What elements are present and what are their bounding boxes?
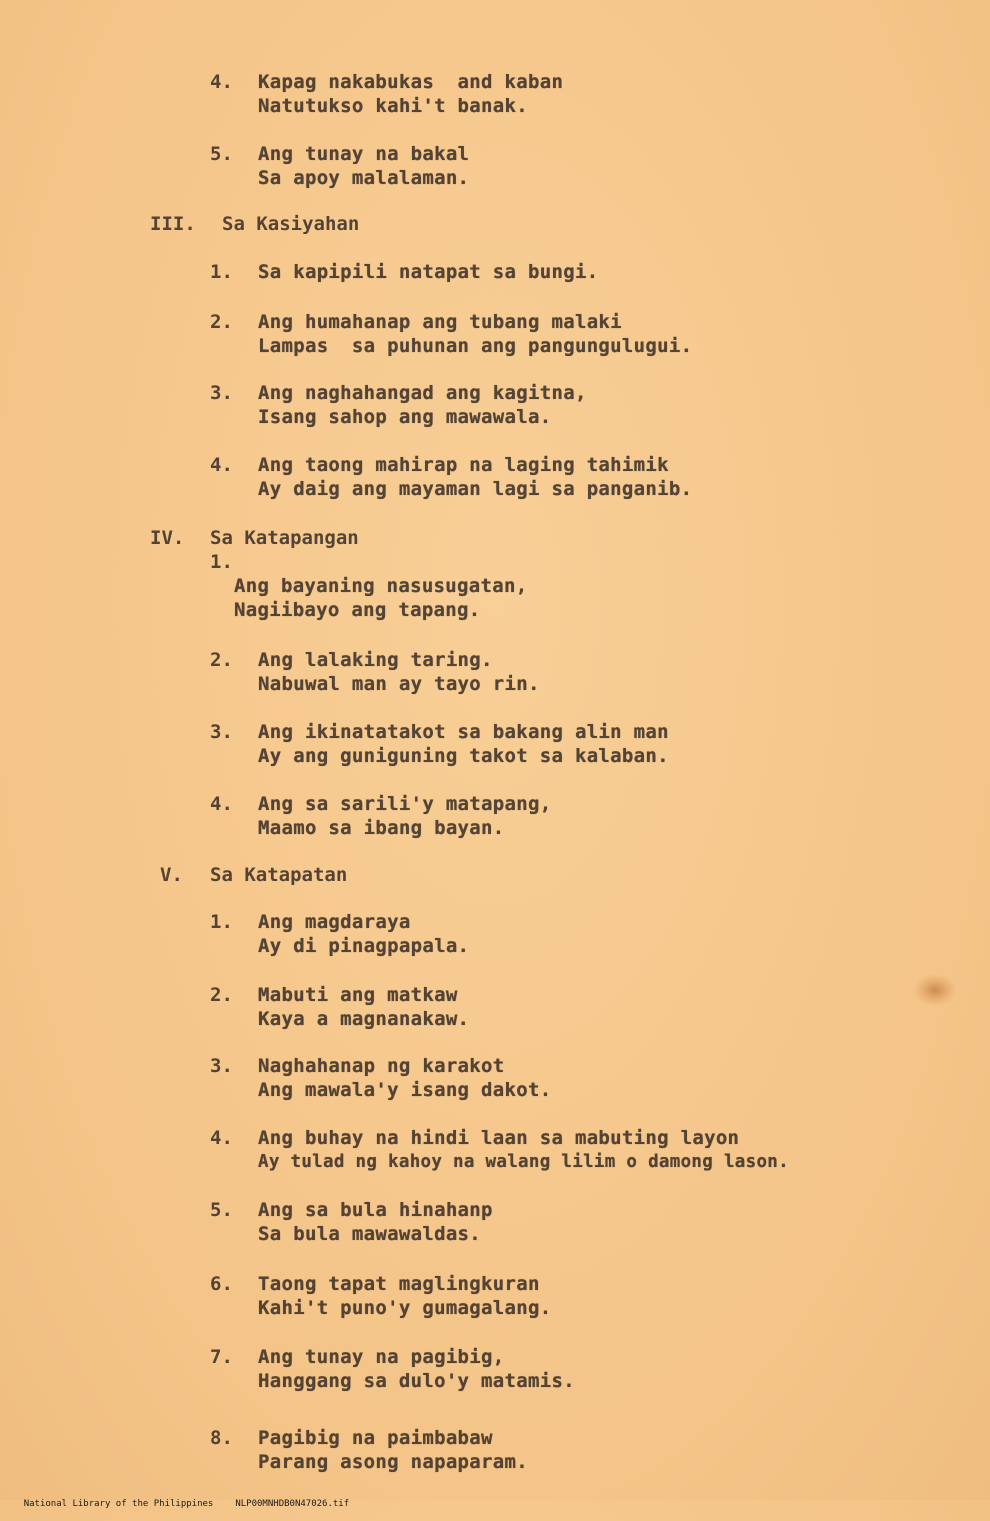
proverb-line: Ay di pinagpapala.: [258, 935, 470, 957]
proverb-line: Nabuwal man ay tayo rin.: [258, 673, 540, 695]
item-number: 1.: [210, 551, 233, 573]
item-number: 6.: [210, 1273, 233, 1295]
item-number: 3.: [210, 1055, 233, 1077]
proverb-line: Ang lalaking taring.: [258, 649, 493, 671]
item-number: 2.: [210, 984, 233, 1006]
proverb-line: Ang naghahangad ang kagitna,: [258, 382, 587, 404]
item-number: 2.: [210, 649, 233, 671]
proverb-line: Naghahanap ng karakot: [258, 1055, 505, 1077]
section-title: Sa Katapangan: [210, 527, 359, 549]
proverb-line: Maamo sa ibang bayan.: [258, 817, 505, 839]
proverb-line: Ang magdaraya: [258, 911, 411, 933]
item-number: 4.: [210, 454, 233, 476]
proverb-line: Nagiibayo ang tapang.: [234, 599, 481, 621]
proverb-line: Kahi't puno'y gumagalang.: [258, 1297, 552, 1319]
proverb-line: Sa kapipili natapat sa bungi.: [258, 261, 599, 283]
proverb-line: Sa apoy malalaman.: [258, 167, 470, 189]
item-number: 7.: [210, 1346, 233, 1368]
proverb-line: Sa bula mawawaldas.: [258, 1223, 482, 1245]
item-number: 1.: [210, 911, 233, 933]
proverb-line: Ang mawala'y isang dakot.: [258, 1079, 552, 1101]
paper-stain: [915, 975, 955, 1005]
item-number: 1.: [210, 261, 233, 283]
item-number: 3.: [210, 382, 233, 404]
archive-footer: [2, 1488, 371, 1521]
proverb-line: Ang tunay na pagibig,: [258, 1346, 505, 1368]
proverb-line: Ay daig ang mayaman lagi sa panganib.: [258, 478, 693, 500]
item-number: 3.: [210, 721, 233, 743]
proverb-line: Ay ang guniguning takot sa kalaban.: [258, 745, 669, 767]
proverb-line: Ang buhay na hindi laan sa mabuting layon: [258, 1127, 740, 1149]
item-number: 2.: [210, 311, 233, 333]
section-numeral: IV.: [150, 527, 185, 549]
item-number: 4.: [210, 71, 233, 93]
proverb-line: Ang sa bula hinahanp: [258, 1199, 493, 1221]
item-number: 5.: [210, 143, 233, 165]
proverb-line: Ang tunay na bakal: [258, 143, 470, 165]
section-title: Sa Katapatan: [210, 864, 348, 886]
footer-library: National Library of the Philippines: [23, 1499, 214, 1509]
proverb-line: Ang sa sarili'y matapang,: [258, 793, 552, 815]
proverb-line: Hanggang sa dulo'y matamis.: [258, 1370, 575, 1392]
proverb-line: Ang bayaning nasusugatan,: [234, 575, 528, 597]
proverb-line: Ay tulad ng kahoy na walang lilim o damong lason.: [258, 1152, 789, 1172]
section-numeral: V.: [160, 864, 183, 886]
item-number: 8.: [210, 1427, 233, 1449]
proverb-line: Ang taong mahirap na laging tahimik: [258, 454, 669, 476]
item-number: 4.: [210, 1127, 233, 1149]
proverb-line: Ang ikinatatakot sa bakang alin man: [258, 721, 669, 743]
section-title: Sa Kasiyahan: [222, 213, 360, 235]
proverb-line: Isang sahop ang mawawala.: [258, 406, 552, 428]
item-number: 4.: [210, 793, 233, 815]
proverb-line: Lampas sa puhunan ang pangungulugui.: [258, 335, 693, 357]
proverb-line: Kapag nakabukas and kaban: [258, 71, 564, 93]
section-numeral: III.: [150, 213, 196, 235]
footer-file-id: NLP00MNHDB0N47026.tif: [235, 1499, 350, 1509]
proverb-line: Natutukso kahi't banak.: [258, 95, 528, 117]
proverb-line: Kaya a magnanakaw.: [258, 1008, 470, 1030]
proverb-line: Mabuti ang matkaw: [258, 984, 458, 1006]
proverb-line: Taong tapat maglingkuran: [258, 1273, 540, 1295]
item-number: 5.: [210, 1199, 233, 1221]
proverb-line: Parang asong napaparam.: [258, 1451, 528, 1473]
proverb-line: Pagibig na paimbabaw: [258, 1427, 493, 1449]
proverb-line: Ang humahanap ang tubang malaki: [258, 311, 622, 333]
